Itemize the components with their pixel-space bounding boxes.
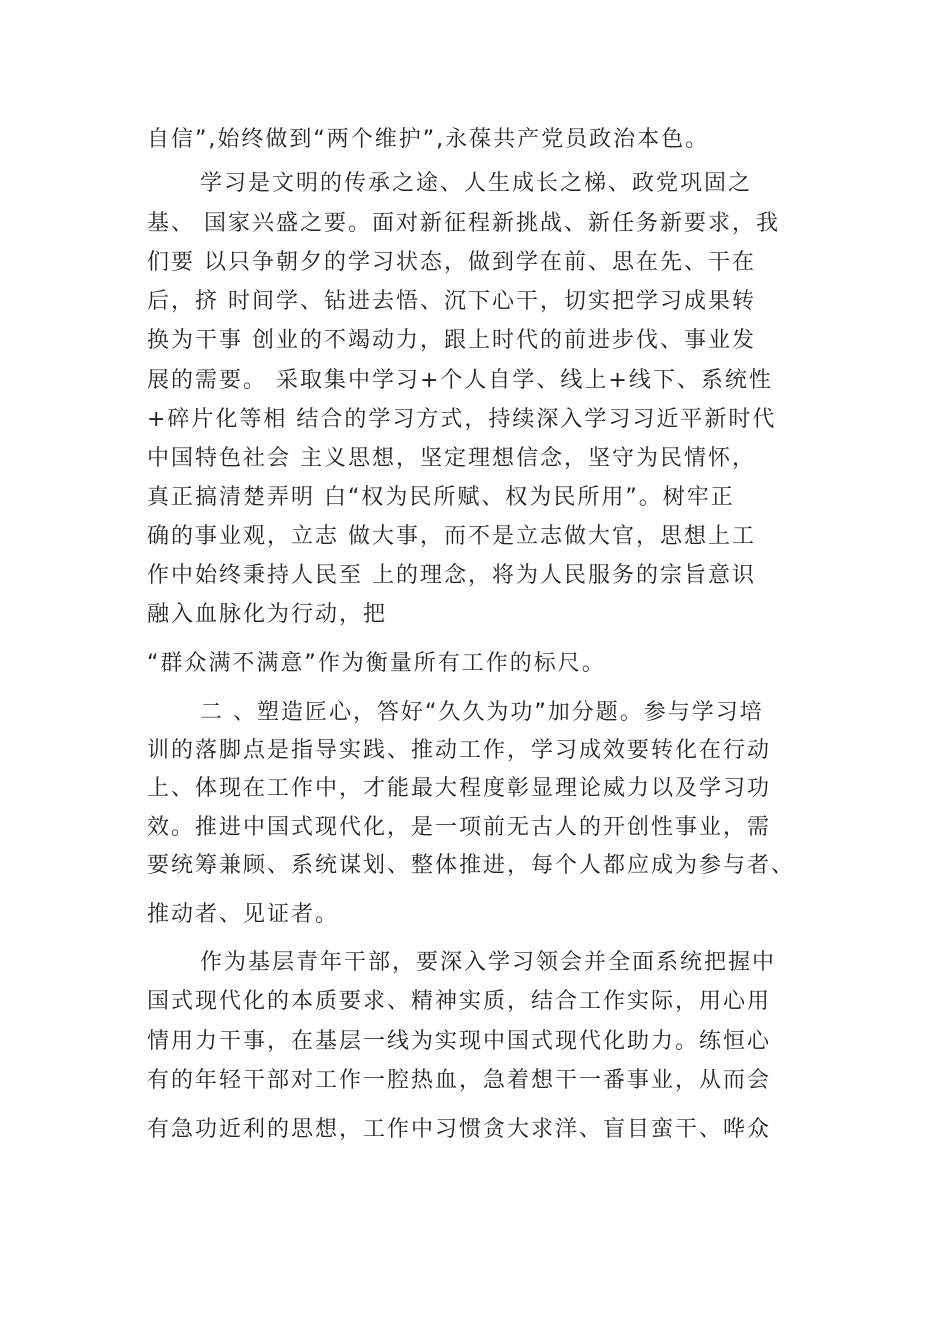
text-line: 基、 国家兴盛之要。面对新征程新挑战、新任务新要求，我 — [147, 211, 780, 236]
text-line: 效。推进中国式现代化，是一项前无古人的开创性事业，需 — [147, 815, 772, 840]
text-line: 国式现代化的本质要求、精神实质，结合工作实际，用心用 — [147, 989, 772, 1014]
text-line: 中国特色社会 主义思想，坚定理想信念，坚守为民情怀， — [147, 446, 756, 471]
paragraph-first-line: 二 、塑造匠心，答好“久久为功”加分题。参与学习培 — [200, 700, 764, 725]
paragraph-first-line: 作为基层青年干部，要深入学习领会并全面系统把握中 — [200, 950, 777, 975]
text-line: 有急功近利的思想，工作中习惯贪大求洋、盲目蛮干、哗众 — [147, 1117, 772, 1142]
text-line: 自信”,始终做到“两个维护”,永葆共产党员政治本色。 — [147, 127, 710, 152]
text-line: 融入血脉化为行动，把 — [147, 602, 388, 627]
text-line: 换为干事 创业的不竭动力，跟上时代的前进步伐、事业发 — [147, 328, 756, 353]
text-line: 们要 以只争朝夕的学习状态，做到学在前、思在先、干在 — [147, 250, 756, 275]
text-line: 有的年轻干部对工作一腔热血，急着想干一番事业，从而会 — [147, 1068, 772, 1093]
text-line: 推动者、见证者。 — [147, 902, 340, 927]
text-line: 作中始终秉持人民至 上的理念，将为人民服务的宗旨意识 — [147, 563, 756, 588]
text-line: 真正搞清楚弄明 白“权为民所赋、权为民所用”。树牢正 — [147, 485, 735, 510]
text-line: +碎片化等相 结合的学习方式，持续深入学习习近平新时代 — [147, 407, 777, 432]
text-line: 训的落脚点是指导实践、推动工作，学习成效要转化在行动 — [147, 738, 772, 763]
text-line: 情用力干事，在基层一线为实现中国式现代化助力。练恒心 — [147, 1029, 772, 1054]
text-line: 后，挤 时间学、钻进去悟、沉下心干，切实把学习成果转 — [147, 289, 756, 314]
text-line: 上、体现在工作中，才能最大程度彰显理论威力以及学习功 — [147, 776, 772, 801]
text-line: 确的事业观，立志 做大事，而不是立志做大官，思想上工 — [147, 524, 756, 549]
text-line: 要统筹兼顾、系统谋划、整体推进，每个人都应成为参与者、 — [147, 853, 796, 878]
text-line: “群众满不满意”作为衡量所有工作的标尺。 — [147, 651, 606, 676]
text-line: 展的需要。 采取集中学习+个人自学、线上+线下、系统性 — [147, 368, 773, 393]
paragraph-first-line: 学习是文明的传承之途、人生成长之梯、政党巩固之 — [200, 171, 753, 196]
